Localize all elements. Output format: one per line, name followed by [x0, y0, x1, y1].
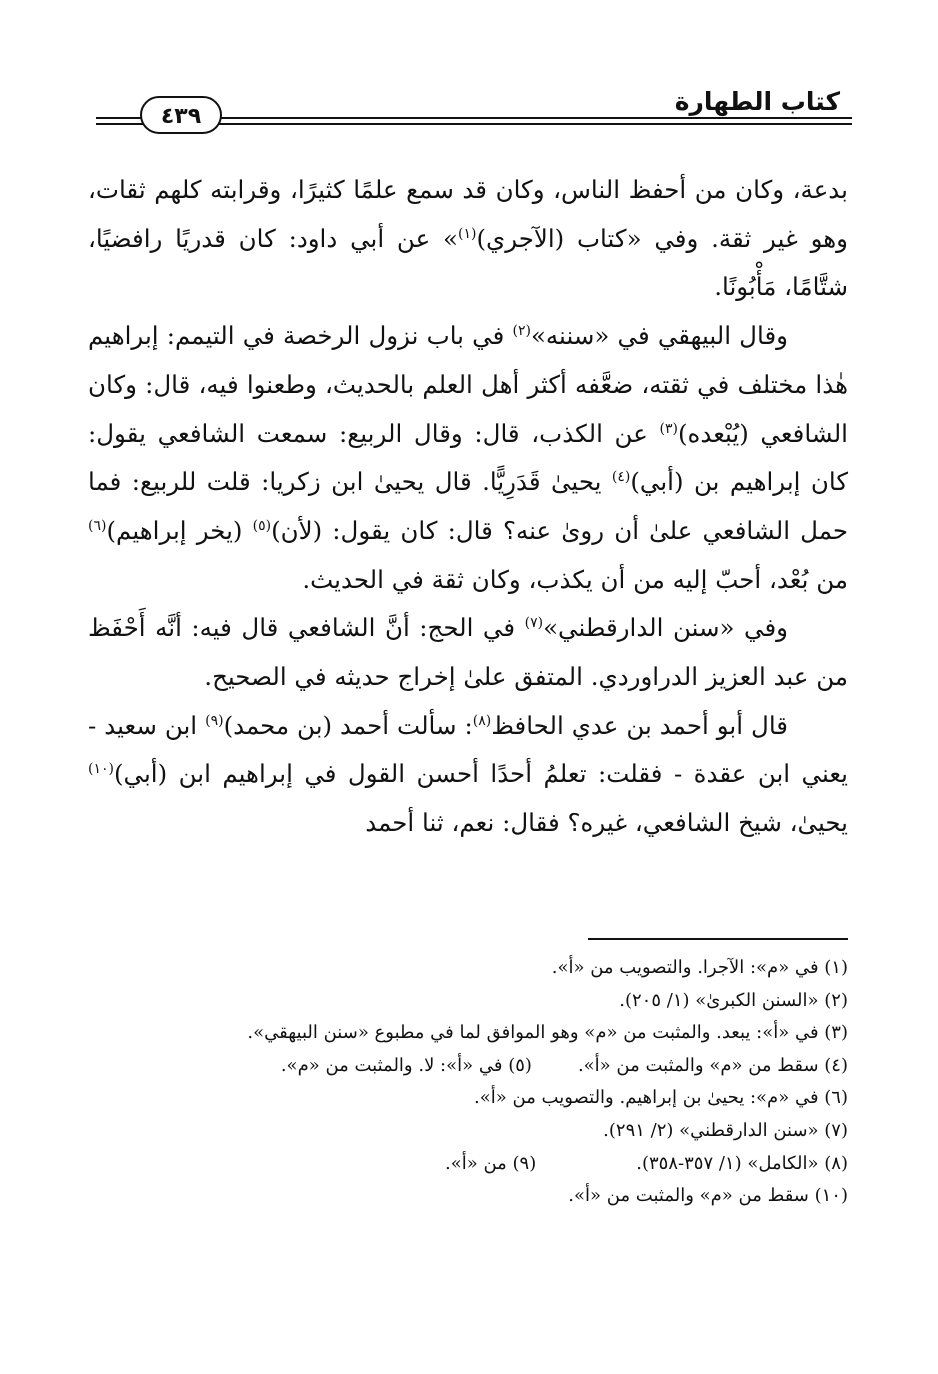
- footnote-marker: (٢): [512, 322, 531, 339]
- footnote-9: (٩) من «أ».: [444, 1152, 537, 1174]
- footnote-marker: (٣): [659, 420, 678, 437]
- footnote-1: (١) في «م»: الآجرا. والتصويب من «أ».: [551, 957, 848, 978]
- text-run: قال أبو أحمد بن عدي الحافظ: [491, 710, 788, 740]
- footnote-2: (٢) «السنن الكبرىٰ» (١/ ٢٠٥).: [619, 989, 848, 1011]
- footnote-marker: (١٠): [88, 761, 114, 778]
- footnote-4: (٤) سقط من «م» والمثبت من «أ».: [577, 1054, 848, 1076]
- running-title: كتاب الطهارة: [674, 87, 840, 116]
- footnote-marker: (٧): [524, 615, 544, 632]
- text-run: من بُعْد، أحبّ إليه من أن يكذب، وكان ثقة في الحديث.: [302, 564, 848, 594]
- text-run: » عن أبي داود: كان قدريًا رافضيًا، شتَّامًا، مَأْبُونًا.: [88, 223, 848, 302]
- footnote-marker: (١): [457, 225, 477, 242]
- text-run: في الحج: أنَّ الشافعي قال فيه: أنَّه أَحْفَظ من عبد العزيز الدراوردي. المتفق علىٰ إخراج حديثه في الصحيح.: [88, 613, 848, 692]
- text-run: : سألت أحمد (بن محمد): [223, 710, 473, 740]
- text-run: (يخر إبراهيم): [106, 515, 253, 545]
- text-run: وقال البيهقي في «سننه»: [530, 321, 788, 351]
- paragraph-4: [88, 702, 848, 848]
- paragraph-2: [88, 312, 848, 604]
- footnote-marker: (٨): [472, 712, 492, 729]
- main-text: [88, 166, 848, 848]
- footnote-marker: (٦): [88, 517, 107, 534]
- text-run: يحيىٰ قَدَرِيًّا. قال يحيىٰ ابن زكريا: قلت للربيع: فما حمل الشافعي علىٰ أن روىٰ عنه؟ قال: كان يقول: (لأن): [88, 467, 849, 545]
- footnote-marker: (٥): [252, 517, 272, 534]
- paragraph-1: [88, 166, 848, 312]
- footnote-marker: (٩): [205, 712, 224, 729]
- text-run: ابن سعيد - يعني ابن عقدة - فقلت: تعلمُ أحدًا أحسن القول في إبراهيم ابن (أبي): [88, 710, 848, 789]
- footnote-row-4-5: [88, 1050, 848, 1083]
- page-number-badge: ٤٣٩: [140, 96, 222, 134]
- footnote-6: (٦) في «م»: يحيىٰ بن إبراهيم. والتصويب من «أ».: [474, 1087, 848, 1109]
- footnote-7: (٧) «سنن الدارقطني» (٢/ ٢٩١).: [603, 1119, 848, 1141]
- footnote-separator: [588, 938, 848, 940]
- footnote-3: (٣) في «أ»: يبعد. والمثبت من «م» وهو الموافق لما في مطبوع «سنن البيهقي».: [247, 1022, 848, 1044]
- text-run: بدعة، وكان من أحفظ الناس، وكان قد سمع علمًا كثيرًا، وقرابته كلهم ثقات، وهو غير ثقة. وفي «كتاب (الآجري): [88, 175, 848, 253]
- paragraph-3: [88, 604, 848, 701]
- footnotes: [88, 952, 848, 1213]
- footnote-5: (٥) في «أ»: لا. والمثبت من «م».: [280, 1054, 532, 1076]
- footnote-8: (٨) «الكامل» (١/ ٣٥٧-٣٥٨).: [636, 1152, 848, 1174]
- footnote-10: (١٠) سقط من «م» والمثبت من «أ».: [568, 1185, 848, 1207]
- footnote-row-8-9: [88, 1148, 848, 1181]
- text-run: في باب نزول الرخصة في التيمم: إبراهيم هٰذا مختلف في ثقته، ضعَّفه أكثر أهل العلم بالحديث، وطعنوا فيه، قال: وكان الشافعي (يُبْعده): [88, 321, 848, 448]
- text-run: وفي «سنن الدارقطني»: [543, 613, 788, 643]
- footnote-marker: (٤): [611, 469, 631, 486]
- text-run: عن الكذب، قال: وقال الربيع: سمعت الشافعي يقول: كان إبراهيم بن (أبي): [88, 418, 848, 497]
- text-run: يحيىٰ، شيخ الشافعي، غيره؟ فقال: نعم، ثنا أحمد: [365, 808, 848, 838]
